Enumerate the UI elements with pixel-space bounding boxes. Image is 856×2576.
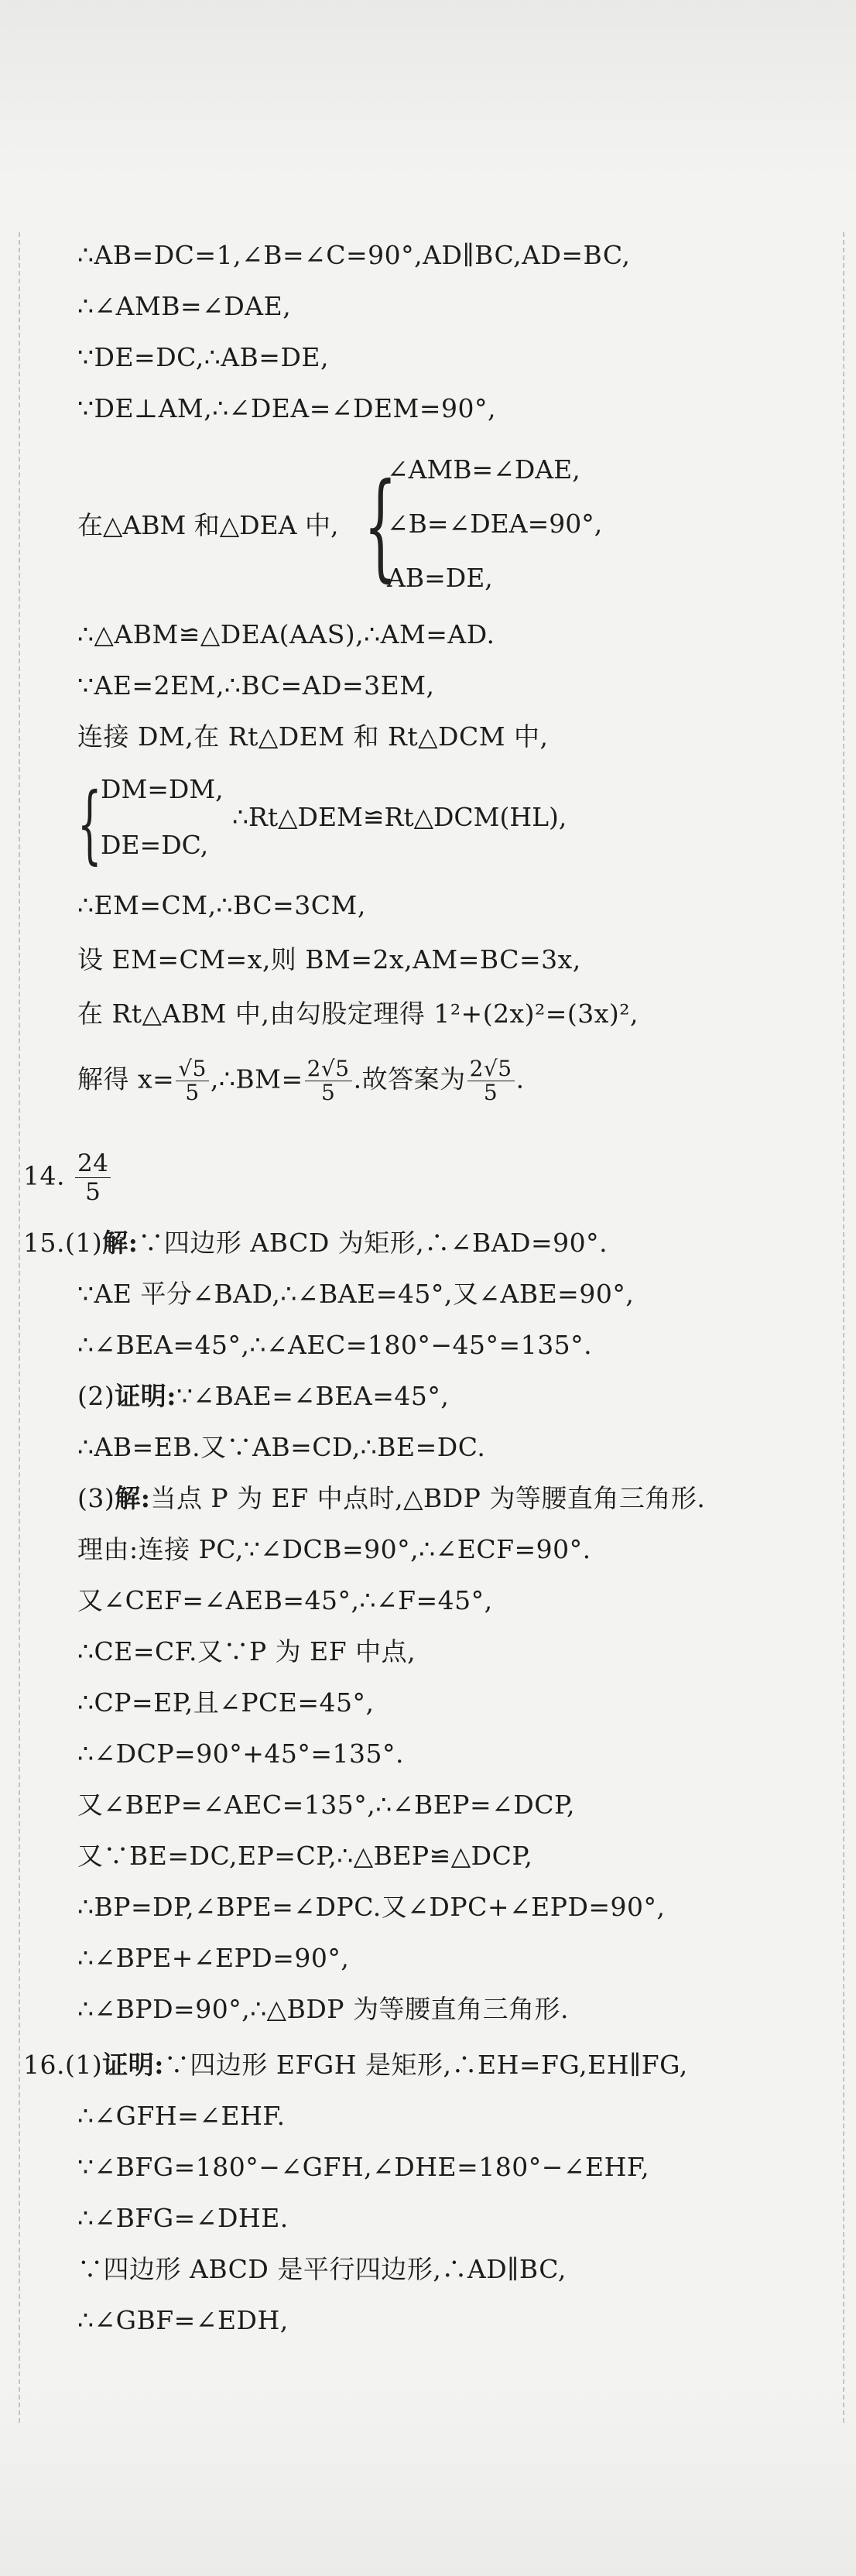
solution-line: ∴∠BPD=90°,∴△BDP 为等腰直角三角形.	[77, 1994, 569, 2024]
solution-line: ∴∠DCP=90°+45°=135°.	[77, 1738, 404, 1769]
solution-line: ∵四边形 ABCD 是平行四边形,∴AD∥BC,	[77, 2254, 567, 2284]
solution-line: ∴EM=CM,∴BC=3CM,	[77, 890, 366, 920]
system-row: DE=DC,	[101, 830, 209, 860]
fraction: $\frac{2√5}{5}$	[305, 1057, 352, 1105]
solution-line: 设 EM=CM=x,则 BM=2x,AM=BC=3x,	[77, 944, 581, 975]
q16-part1: 16.(1)证明:∵四边形 EFGH 是矩形,∴EH=FG,EH∥FG,	[23, 2050, 688, 2080]
solution-line: ∴∠GFH=∠EHF.	[77, 2101, 286, 2131]
system-row: ∠AMB=∠DAE,	[387, 454, 580, 485]
fraction: $\frac{√5}{5}$	[176, 1057, 209, 1105]
solution-line: ∴∠GBF=∠EDH,	[77, 2305, 289, 2335]
solution-line: ∴AB=DC=1,∠B=∠C=90°,AD∥BC,AD=BC,	[77, 240, 631, 270]
system-suffix: ∴Rt△DEM≌Rt△DCM(HL),	[232, 802, 567, 832]
solution-line: 在 Rt△ABM 中,由勾股定理得 1²+(2x)²=(3x)²,	[77, 999, 639, 1029]
question-number: 14.	[23, 1160, 65, 1191]
solution-line: ∴∠BPE+∠EPD=90°,	[77, 1943, 350, 1973]
q15-part2: (2)证明:∵∠BAE=∠BEA=45°,	[77, 1381, 450, 1411]
solution-line: ∴∠BFG=∠DHE.	[77, 2203, 289, 2233]
solution-line: ∵DE=DC,∴AB=DE,	[77, 342, 329, 372]
solution-line: ∴CE=CF.又∵P 为 EF 中点,	[77, 1636, 416, 1667]
system-row: DM=DM,	[101, 774, 224, 804]
question-number: 15.	[23, 1228, 65, 1258]
fraction: $\frac{2√5}{5}$	[467, 1057, 515, 1105]
solution-line: ∴△ABM≌△DEA(AAS),∴AM=AD.	[77, 619, 495, 649]
solution-line: ∴AB=EB.又∵AB=CD,∴BE=DC.	[77, 1432, 486, 1462]
solution-line: ∵∠BFG=180°−∠GFH,∠DHE=180°−∠EHF,	[77, 2152, 650, 2182]
left-brace-icon: {	[364, 459, 397, 594]
q15-part1: 15.(1)解:∵四边形 ABCD 为矩形,∴∠BAD=90°.	[23, 1228, 608, 1258]
system-prefix: 在△ABM 和△DEA 中,	[77, 510, 339, 540]
q15-part3: (3)解:当点 P 为 EF 中点时,△BDP 为等腰直角三角形.	[77, 1483, 706, 1513]
left-dashed-margin	[19, 232, 20, 2423]
solution-line: ∵DE⊥AM,∴∠DEA=∠DEM=90°,	[77, 393, 496, 423]
equation-system-hl	[77, 774, 774, 875]
solution-line: ∴∠AMB=∠DAE,	[77, 291, 292, 321]
right-dashed-margin	[843, 232, 844, 2423]
solution-line: ∵AE 平分∠BAD,∴∠BAE=45°,又∠ABE=90°,	[77, 1279, 635, 1309]
solution-line: ∵AE=2EM,∴BC=AD=3EM,	[77, 670, 435, 701]
solution-line: 连接 DM,在 Rt△DEM 和 Rt△DCM 中,	[77, 721, 549, 752]
system-row: AB=DE,	[387, 563, 493, 593]
question-number: 16.	[23, 2050, 65, 2080]
solve-line: 解得 x= $\frac{√5}{5}$ ,∴BM= $\frac{2√5}{5}$ .故答案为 $\frac{2√5}{5}$ .	[77, 1056, 525, 1105]
fraction: $\frac{24}{5}$	[75, 1149, 111, 1206]
equation-system-congruence	[77, 453, 774, 600]
solution-line: 理由:连接 PC,∵∠DCB=90°,∴∠ECF=90°.	[77, 1534, 591, 1564]
system-row: ∠B=∠DEA=90°,	[387, 509, 603, 539]
solution-line: 又∠BEP=∠AEC=135°,∴∠BEP=∠DCP,	[77, 1790, 575, 1820]
solution-line: ∴BP=DP,∠BPE=∠DPC.又∠DPC+∠EPD=90°,	[77, 1892, 666, 1922]
solution-line: 又∠CEF=∠AEB=45°,∴∠F=45°,	[77, 1585, 493, 1615]
answer-14	[23, 1149, 112, 1206]
solution-line: ∴∠BEA=45°,∴∠AEC=180°−45°=135°.	[77, 1330, 593, 1360]
solution-line: 又∵BE=DC,EP=CP,∴△BEP≌△DCP,	[77, 1841, 533, 1871]
solution-line: ∴CP=EP,且∠PCE=45°,	[77, 1687, 375, 1718]
left-brace-icon: {	[77, 774, 102, 873]
